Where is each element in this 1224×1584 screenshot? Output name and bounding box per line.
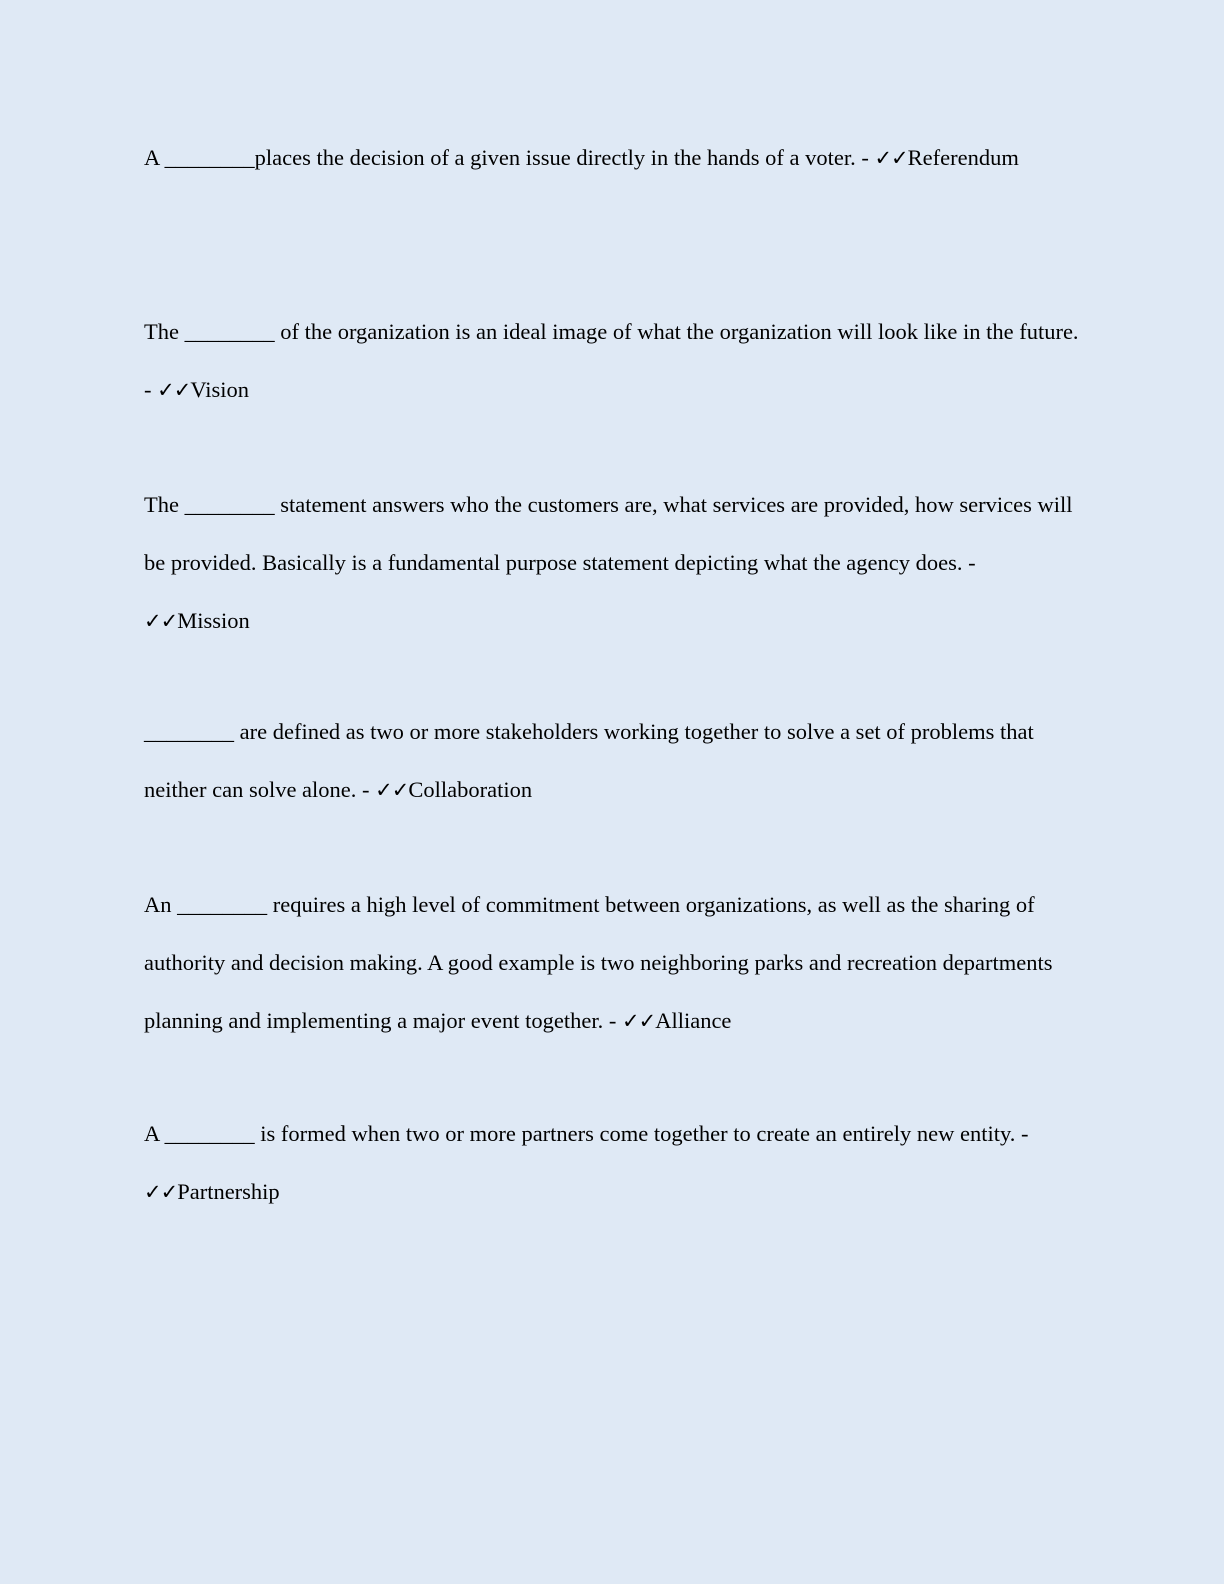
qa-item-alliance [144, 876, 1084, 1050]
question-text: ________ are defined as two or more stakeholders working together to solve a set of problems that neither can solve alone. - [144, 719, 1034, 802]
answer-text: Vision [190, 377, 249, 402]
answer-text: Partnership [177, 1179, 280, 1204]
answer-text: Alliance [655, 1008, 732, 1033]
question-text: The ________ statement answers who the customers are, what services are provided, how services will be provided. Basically is a fundamental purpose statement depicting what the agency does. - [144, 492, 1073, 575]
answer-text: Referendum [907, 145, 1019, 170]
question-text: The ________ of the organization is an ideal image of what the organization will look like in the future. - [144, 319, 1079, 402]
qa-item-vision [144, 303, 1084, 419]
question-text: A ________ is formed when two or more partners come together to create an entirely new entity. - [144, 1121, 1029, 1146]
answer-text: Mission [177, 608, 250, 633]
double-check-icon: ✓✓ [622, 1009, 656, 1033]
double-check-icon: ✓✓ [144, 609, 178, 633]
double-check-icon: ✓✓ [157, 378, 191, 402]
double-check-icon: ✓✓ [874, 146, 908, 170]
double-check-icon: ✓✓ [144, 1180, 178, 1204]
qa-item-partnership [144, 1105, 1084, 1221]
qa-item-collaboration [144, 703, 1084, 819]
question-text: An ________ requires a high level of commitment between organizations, as well as the sharing of authority and decision making. A good example is two neighboring parks and recreation departments planning and implementing a major event together. - [144, 892, 1053, 1033]
double-check-icon: ✓✓ [375, 778, 409, 802]
qa-item-referendum [144, 129, 1084, 187]
answer-text: Collaboration [408, 777, 533, 802]
qa-item-mission [144, 476, 1084, 650]
question-text: A ________places the decision of a given issue directly in the hands of a voter. - [144, 145, 869, 170]
